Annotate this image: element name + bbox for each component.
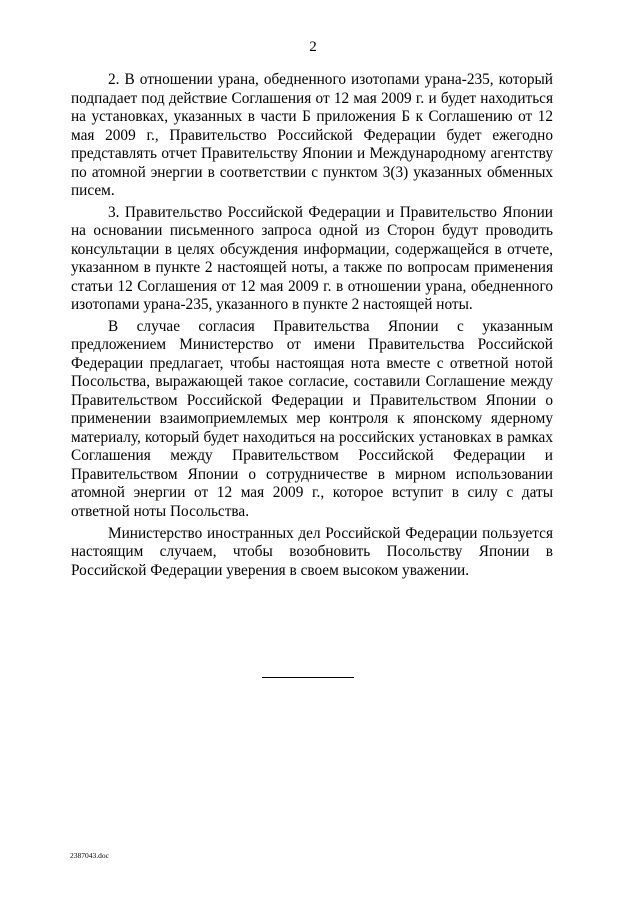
end-divider-line <box>262 677 354 678</box>
footer-file-name: 2387043.doc <box>70 851 109 860</box>
paragraph-closing: Министерство иностранных дел Российской Федерации пользуется настоящим случаем, чтобы возобновить Посольству Японии в Российской Федерации уверения в своем высоком уважении. <box>71 524 553 579</box>
paragraph-item-2: 2. В отношении урана, обедненного изотопами урана-235, который подпадает под действие Соглашения от 12 мая 2009 г. и будет находиться на установках, указанных в части Б приложения Б к Соглашению от 12 мая 2009 г., Правительство Российской Федерации будет ежегодно представлять отчет Правительству Японии и Международному агентству по атомной энергии в соответствии с пунктом 3(3) указанных обменных писем. <box>71 71 553 199</box>
paragraph-item-3: 3. Правительство Российской Федерации и Правительство Японии на основании письменного запроса одной из Сторон будут проводить консультации в целях обсуждения информации, содержащейся в отчете, указанном в пункте 2 настоящей ноты, а также по вопросам применения статьи 12 Соглашения от 12 мая 2009 г. в отношении урана, обедненного изотопами урана-235, указанного в пункте 2 настоящей ноты. <box>71 203 553 314</box>
document-body <box>71 71 553 583</box>
paragraph-proposal: В случае согласия Правительства Японии с указанным предложением Министерство от имени Правительства Российской Федерации предлагает, чтобы настоящая нота вместе с ответной нотой Посольства, выражающей такое согласие, составили Соглашение между Правительством Российской Федерации и Правительством Японии о применении взаимоприемлемых мер контроля к японскому ядерному материалу, который будет находиться на российских установках в рамках Соглашения между Правительством Российской Федерации и Правительством Японии о сотрудничестве в мирном использовании атомной энергии от 12 мая 2009 г., которое вступит в силу с даты ответной ноты Посольства. <box>71 317 553 520</box>
page-number: 2 <box>309 39 317 55</box>
